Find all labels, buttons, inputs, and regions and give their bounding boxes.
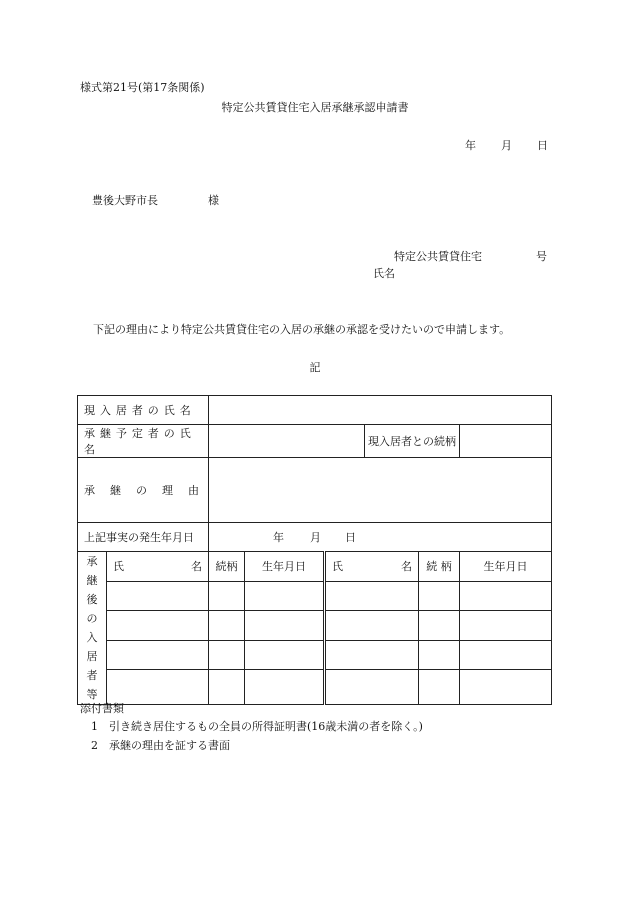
vertical-char: 継	[86, 574, 98, 587]
reason-label	[78, 458, 209, 523]
date-day-label: 日	[537, 139, 548, 152]
table-row	[78, 670, 552, 705]
date-year-label: 年	[465, 139, 476, 152]
member-birthdate-cell[interactable]	[245, 581, 325, 611]
table-row	[78, 552, 552, 582]
relation-to-current-label: 現入居者との続柄	[365, 425, 460, 458]
reason-char: 継	[110, 484, 121, 497]
applicant-name-label: 氏名	[373, 267, 395, 280]
relation-to-current-field[interactable]	[460, 425, 552, 458]
header-name-right	[325, 552, 419, 582]
reason-char: 承	[84, 484, 95, 497]
document-title: 特定公共賃貸住宅入居承継承認申請書	[221, 101, 409, 114]
table-row	[78, 523, 552, 552]
successor-name-field[interactable]	[209, 425, 365, 458]
member-birthdate-cell[interactable]	[460, 581, 552, 611]
occurrence-date-label: 上記事実の発生年月日	[78, 523, 209, 552]
vertical-char: 後	[86, 593, 98, 606]
member-birthdate-cell[interactable]	[460, 670, 552, 705]
member-name-cell[interactable]	[325, 640, 419, 670]
attachment-item	[91, 721, 423, 732]
application-table	[77, 395, 552, 705]
member-name-cell[interactable]	[325, 611, 419, 641]
ki-heading: 記	[309, 361, 321, 374]
successor-name-label: 承継予定者の氏名	[78, 425, 209, 458]
member-relation-cell[interactable]	[419, 670, 460, 705]
header-birthdate-left: 生年月日	[245, 552, 325, 582]
member-birthdate-cell[interactable]	[245, 640, 325, 670]
header-relation-right: 続 柄	[419, 552, 460, 582]
member-birthdate-cell[interactable]	[245, 670, 325, 705]
attachment-item	[91, 740, 230, 751]
attachment-text: 引き続き居住するもの全員の所得証明書(16歳未満の者を除く。)	[109, 720, 423, 733]
member-name-cell[interactable]	[325, 581, 419, 611]
table-row	[78, 425, 552, 458]
header-birthdate-right: 生年月日	[460, 552, 552, 582]
member-name-cell[interactable]	[107, 670, 209, 705]
vertical-char: 者	[86, 669, 98, 682]
occurrence-date-field[interactable]	[209, 523, 552, 552]
date-month-label: 月	[501, 139, 512, 152]
member-relation-cell[interactable]	[419, 611, 460, 641]
vertical-char: 承	[86, 555, 98, 568]
reason-char: 由	[188, 484, 199, 497]
reason-char: 理	[162, 484, 173, 497]
member-birthdate-cell[interactable]	[245, 611, 325, 641]
occurrence-month-label: 月	[310, 531, 321, 544]
member-birthdate-cell[interactable]	[460, 640, 552, 670]
member-birthdate-cell[interactable]	[460, 611, 552, 641]
attachment-text: 承継の理由を証する書面	[109, 739, 230, 752]
table-row	[78, 396, 552, 425]
table-row	[78, 640, 552, 670]
member-relation-cell[interactable]	[209, 640, 245, 670]
applicant-housing-label: 特定公共賃貸住宅	[394, 250, 482, 263]
reason-field[interactable]	[209, 458, 552, 523]
member-relation-cell[interactable]	[209, 581, 245, 611]
member-name-cell[interactable]	[107, 640, 209, 670]
addressee-honorific: 様	[208, 194, 219, 207]
header-relation-left: 続柄	[209, 552, 245, 582]
addressee-name: 豊後大野市長	[92, 194, 158, 207]
header-name-char: 名	[191, 560, 202, 574]
attachments-title: 添付書類	[80, 702, 124, 715]
member-relation-cell[interactable]	[419, 640, 460, 670]
current-resident-name-field[interactable]	[209, 396, 552, 425]
member-relation-cell[interactable]	[209, 670, 245, 705]
occurrence-day-label: 日	[345, 531, 356, 544]
attachment-number: 2	[91, 739, 98, 752]
vertical-char: 居	[86, 650, 98, 663]
member-name-cell[interactable]	[107, 611, 209, 641]
vertical-char: 等	[86, 688, 98, 701]
occurrence-year-label: 年	[273, 531, 284, 544]
reason-char: の	[136, 484, 147, 497]
header-name-char: 氏	[113, 560, 124, 574]
table-row	[78, 581, 552, 611]
header-name-char: 名	[401, 560, 412, 574]
member-name-cell[interactable]	[325, 670, 419, 705]
header-name-left	[107, 552, 209, 582]
member-name-cell[interactable]	[107, 581, 209, 611]
table-row	[78, 611, 552, 641]
table-row	[78, 458, 552, 523]
member-relation-cell[interactable]	[209, 611, 245, 641]
vertical-char: 入	[86, 631, 98, 644]
body-text: 下記の理由により特定公共賃貸住宅の入居の承継の承認を受けたいので申請します。	[93, 323, 511, 336]
applicant-number-suffix: 号	[536, 250, 547, 263]
successor-household-vertical-label	[78, 552, 107, 705]
current-resident-name-label: 現入居者の氏名	[78, 396, 209, 425]
form-number: 様式第21号(第17条関係)	[80, 81, 205, 94]
vertical-char: の	[86, 612, 98, 625]
attachment-number: 1	[91, 720, 98, 733]
header-name-char: 氏	[332, 560, 343, 574]
member-relation-cell[interactable]	[419, 581, 460, 611]
